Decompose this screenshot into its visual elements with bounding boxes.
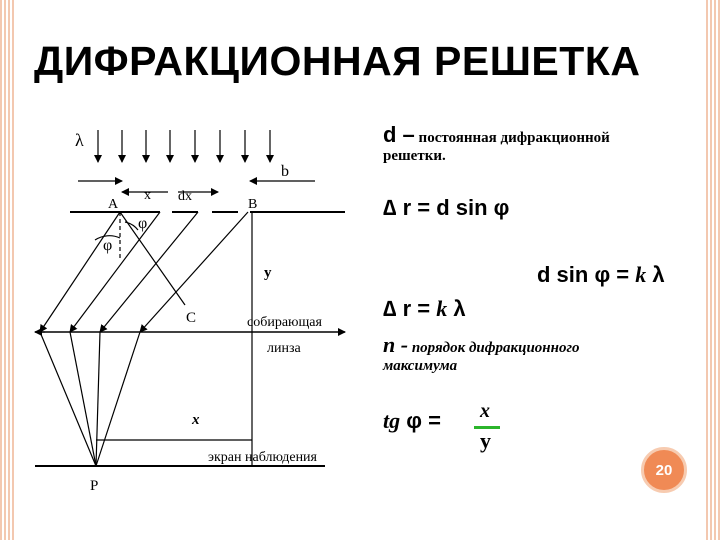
formula-d-symbol: d –	[383, 122, 415, 147]
formula-grating-equation	[537, 262, 665, 288]
formula-path-lambda: λ	[447, 296, 466, 321]
formula-grating-left: d sin φ =	[537, 262, 636, 287]
phi-label-1: φ	[138, 215, 148, 232]
path-difference-line	[120, 212, 185, 305]
lambda-label: λ	[75, 130, 84, 150]
converging-ray	[96, 332, 140, 466]
converging-ray	[70, 332, 96, 466]
phi-label-2: φ	[103, 237, 113, 254]
b-label: b	[281, 163, 289, 180]
formula-n-line1	[383, 332, 579, 358]
formula-path-k: k	[436, 296, 448, 321]
formula-grating-lambda: λ	[646, 262, 665, 287]
fraction-numerator: x	[480, 400, 490, 422]
screen-label: экран наблюдения	[208, 450, 317, 465]
y-label: y	[264, 265, 272, 281]
slide-title: ДИФРАКЦИОННАЯ РЕШЕТКА	[34, 38, 641, 84]
lens-label-line2: линза	[267, 341, 301, 356]
converging-ray	[96, 332, 100, 466]
point-C-label: C	[186, 310, 197, 326]
fraction-denominator: y	[480, 428, 491, 453]
x-mid-label: x	[192, 412, 200, 428]
formula-n-symbol: n -	[383, 332, 409, 357]
slide-number-badge: 20	[641, 447, 687, 493]
formula-d-line2: решетки.	[383, 148, 446, 164]
formula-path-k-lambda	[383, 296, 466, 322]
dx-label: dx	[178, 189, 192, 204]
lens-label-line1: собирающая	[247, 315, 322, 330]
formula-grating-k: k	[635, 262, 647, 287]
formula-d-line1	[383, 122, 610, 148]
formula-tangent	[383, 408, 441, 434]
formula-path-left: ∆ r =	[383, 296, 437, 321]
point-A-label: A	[108, 197, 119, 212]
formula-n-text: порядок дифракционного	[408, 340, 580, 356]
formula-path-difference: ∆ r = d sin φ	[383, 195, 510, 220]
point-B-label: B	[248, 197, 258, 212]
formula-tg-phi: φ =	[400, 408, 441, 433]
point-P-label: P	[90, 478, 99, 494]
diffracted-ray	[40, 212, 120, 332]
formula-n-line2: максимума	[383, 358, 458, 374]
converging-ray	[40, 332, 96, 466]
x-top-label: x	[144, 188, 151, 203]
formula-d-text: постоянная дифракционной	[414, 130, 610, 146]
formula-tg: tg	[383, 408, 401, 433]
